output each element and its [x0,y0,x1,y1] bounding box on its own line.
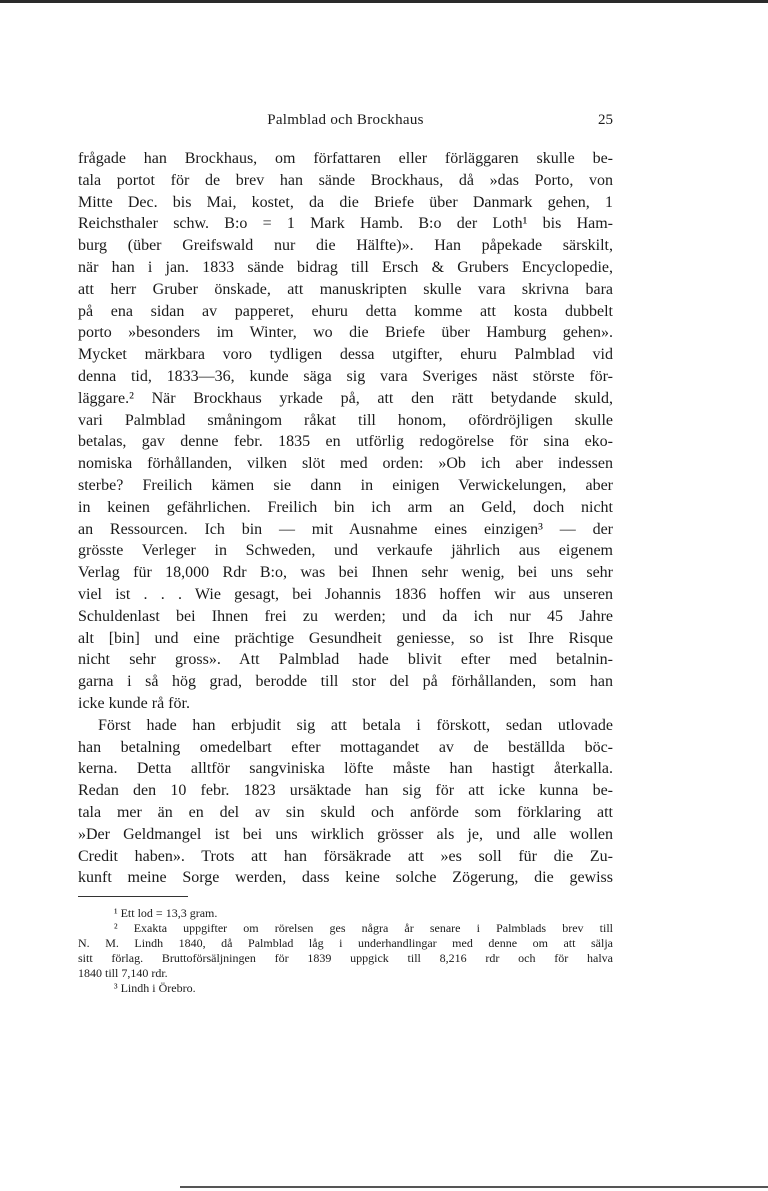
text-line: betalas, gav denne febr. 1835 en utförlig redogörelse för sina eko- [78,433,613,451]
text-line: Mitte Dec. bis Mai, kostet, da die Briefe über Danmark gehen, 1 [78,193,613,211]
footnote-3: ³ Lindh i Örebro. [114,981,196,996]
text-line: Mycket märkbara voro tydligen dessa utgifter, ehuru Palmblad vid [78,346,613,364]
text-line: tala portot för de brev han sände Brockhaus, då »das Porto, von [78,171,613,189]
text-line: Schuldenlast bei Ihnen frei zu werden; und da ich nur 45 Jahre [78,607,613,625]
text-line: grösste Verleger in Schweden, und verkaufe jährlich aus eigenem [78,542,613,560]
book-page [78,112,613,996]
text-line: in keinen gefährlichen. Freilich bin ich arm an Geld, doch nicht [78,498,613,516]
footnote-2-continued: 1840 till 7,140 rdr. [78,966,168,981]
text-line: viel ist . . . Wie gesagt, bei Johannis 1836 hoffen wir aus unseren [78,585,613,603]
footnote-2-continued: sitt förlag. Bruttoförsäljningen för 1839 uppgick till 8,216 rdr och för halva [78,951,613,966]
text-line: »Der Geldmangel ist bei uns wirklich grösser als je, und alle wollen [78,825,613,843]
text-line: porto »besonders im Winter, wo die Briefe über Hamburg gehen». [78,324,613,342]
text-line: kerna. Detta alltför sangviniska löfte måste han hastigt återkalla. [78,760,613,778]
body-text [78,148,613,889]
text-line: Reichsthaler schw. B:o = 1 Mark Hamb. B:o der Loth¹ bis Ham- [78,215,613,233]
text-line: på ena sidan av papperet, ehuru detta komme att kosta dubbelt [78,302,613,320]
text-line: burg (über Greifswald nur die Hälfte)». Han påpekade särskilt, [78,237,613,255]
text-line: läggare.² När Brockhaus yrkade på, att den rätt betydande skuld, [78,389,613,407]
text-line: när han i jan. 1833 sände bidrag till Ersch & Grubers Encyclopedie, [78,258,613,276]
footnotes [78,906,613,996]
top-page-edge [0,0,768,3]
text-line: nomiska förhållanden, vilken slöt med orden: »Ob ich aber indessen [78,455,613,473]
text-line: nicht sehr gross». Att Palmblad hade blivit efter med betalnin- [78,651,613,669]
running-title: Palmblad och Brockhaus [267,112,424,128]
text-line: tala mer än en del av sin skuld och anförde som förklaring att [78,803,613,821]
paragraph-end-line: icke kunde rå för. [78,694,190,712]
footnote-1: ¹ Ett lod = 13,3 gram. [114,906,218,921]
footnote-2: ² Exakta uppgifter om rörelsen ges några år senare i Palmblads brev till [114,921,613,936]
footnote-divider [78,896,188,897]
text-line: Credit haben». Trots att han försäkrade att »es soll für die Zu- [78,847,613,865]
paragraph-start-line: Först hade han erbjudit sig att betala i förskott, sedan utlovade [98,716,613,734]
text-line: sterbe? Freilich kämen sie dann in einigen Verwickelungen, aber [78,476,613,494]
bottom-page-edge [180,1186,768,1188]
text-line: frågade han Brockhaus, om författaren eller förläggaren skulle be- [78,150,613,167]
footnote-2-continued: N. M. Lindh 1840, då Palmblad låg i underhandlingar med denne om att sälja [78,936,613,951]
page-number: 25 [598,112,613,128]
text-line: Verlag für 18,000 Rdr B:o, was bei Ihnen sehr wenig, bei uns sehr [78,564,613,582]
text-line: an Ressourcen. Ich bin — mit Ausnahme eines einzigen³ — der [78,520,613,538]
running-header [78,112,613,138]
text-line: han betalning omedelbart efter mottagandet av de beställda böc- [78,738,613,756]
text-line: Redan den 10 febr. 1823 ursäktade han sig för att icke kunna be- [78,782,613,800]
text-line: kunft meine Sorge werden, dass keine solche Zögerung, die gewiss [78,869,613,887]
text-line: garna i så hög grad, berodde till stor del på förhållanden, som han [78,673,613,691]
text-line: alt [bin] und eine prächtige Gesundheit geniesse, so ist Ihre Risque [78,629,613,647]
text-line: att herr Gruber önskade, att manuskripten skulle vara skrivna bara [78,280,613,298]
text-line: denna tid, 1833—36, kunde säga sig vara Sveriges näst störste för- [78,367,613,385]
text-line: vari Palmblad småningom råkat till honom, ofördröjligen skulle [78,411,613,429]
